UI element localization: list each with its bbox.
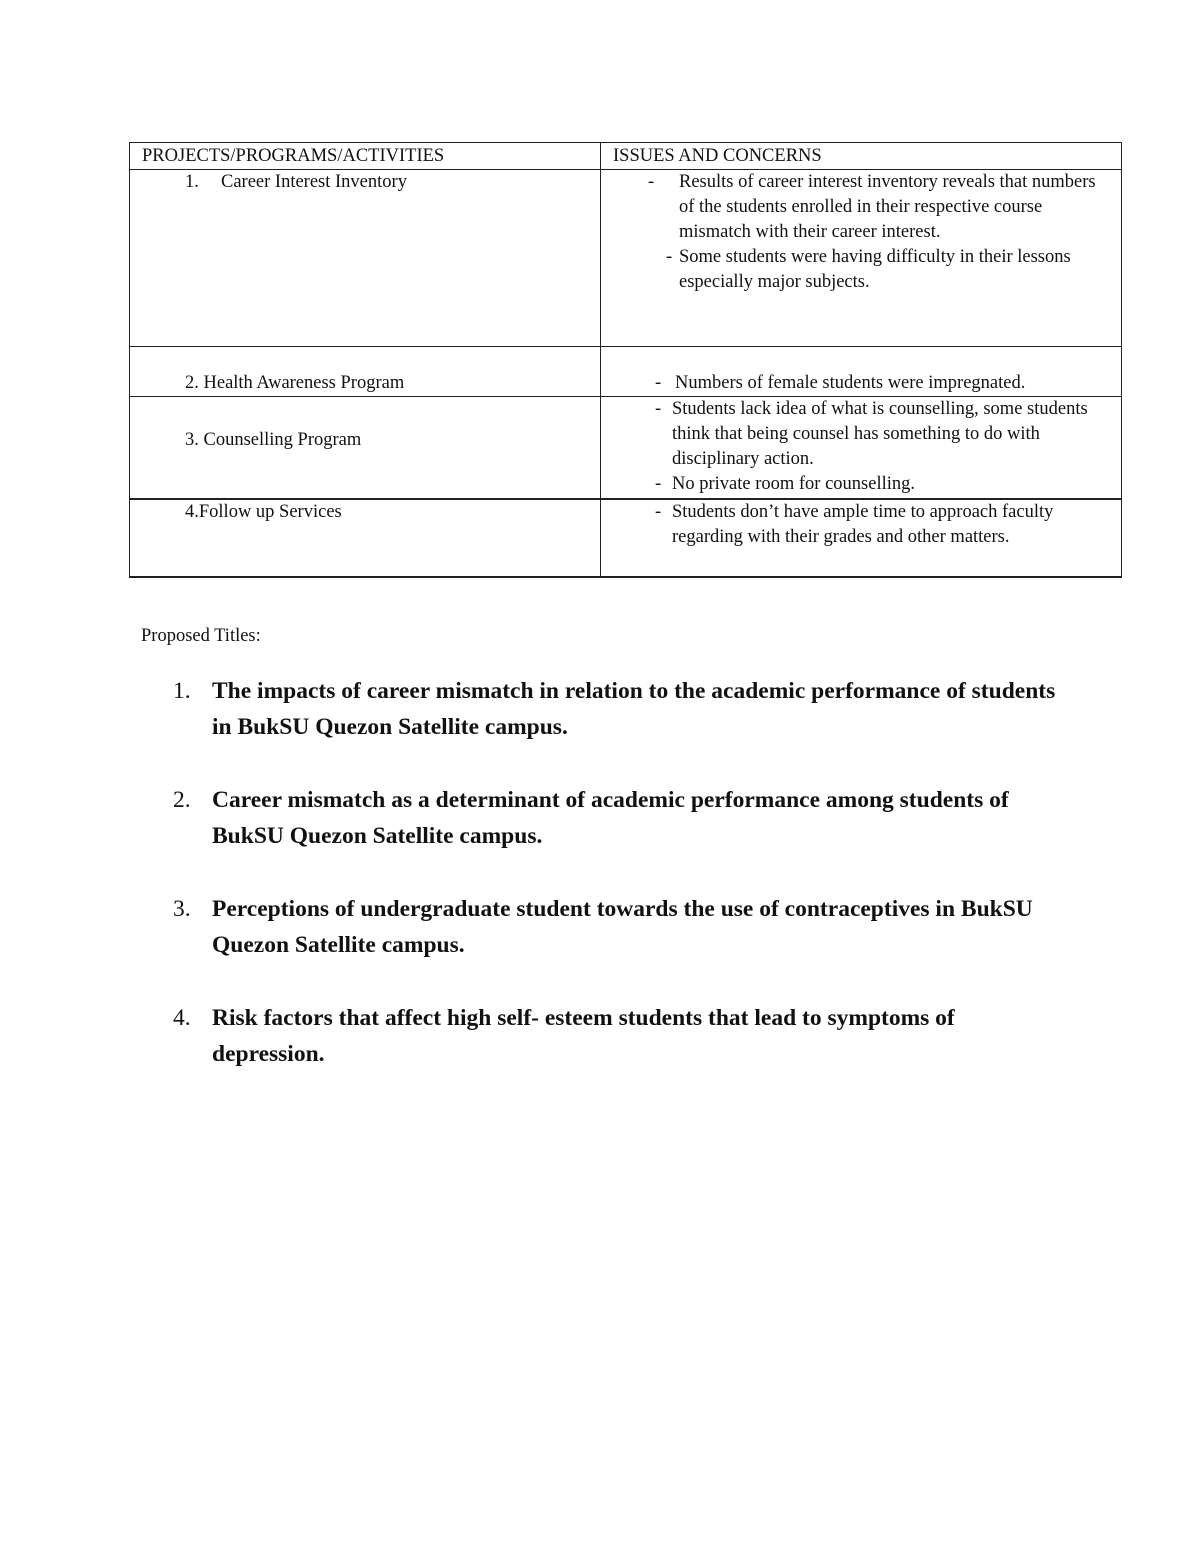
- issues-list: [611, 371, 1111, 396]
- dash-bullet: -: [655, 399, 662, 419]
- list-item: [611, 397, 1111, 472]
- list-item: [173, 1000, 1073, 1072]
- dash-bullet: -: [655, 474, 662, 494]
- issues-list: [611, 170, 1111, 295]
- issues-cell: [601, 170, 1122, 347]
- issue-text: Students don’t have ample time to approach faculty regarding with their grades and other matters.: [672, 502, 1054, 547]
- title-text: Risk factors that affect high self- esteem students that lead to symptoms of depression.: [212, 1005, 955, 1067]
- list-item: [173, 673, 1073, 745]
- title-number: 4.: [173, 1005, 191, 1031]
- table-row: [130, 499, 1122, 577]
- title-text: Perceptions of undergraduate student towards the use of contraceptives in BukSU Quezon Satellite campus.: [212, 896, 1033, 958]
- program-cell: [130, 499, 601, 577]
- issue-text: Numbers of female students were impregnated.: [675, 373, 1026, 393]
- issue-text: No private room for counselling.: [672, 474, 916, 494]
- table-row: [130, 347, 1122, 397]
- projects-issues-table: [129, 142, 1122, 578]
- program-cell: [130, 170, 601, 347]
- title-number: 2.: [173, 787, 191, 813]
- issue-text: Some students were having difficulty in their lessons especially major subjects.: [679, 247, 1071, 292]
- program-number: 3.: [185, 430, 199, 450]
- header-projects: PROJECTS/PROGRAMS/ACTIVITIES: [130, 143, 601, 170]
- table-row: [130, 170, 1122, 347]
- issue-text: Students lack idea of what is counselling, some students think that being counsel has something to do with disciplinary action.: [672, 399, 1088, 469]
- issues-list: [611, 500, 1111, 550]
- list-item: [611, 245, 1111, 295]
- dash-bullet: -: [648, 172, 655, 192]
- program-name: Follow up Services: [198, 502, 342, 522]
- list-item: [611, 500, 1111, 550]
- header-issues: ISSUES AND CONCERNS: [601, 143, 1122, 170]
- proposed-titles-label: Proposed Titles:: [141, 626, 261, 646]
- proposed-titles-list: [173, 673, 1073, 1109]
- list-item: [173, 891, 1073, 963]
- program-number: 4.: [185, 502, 199, 522]
- issue-text: Results of career interest inventory reveals that numbers of the students enrolled in their respective course mismatch with their career interest.: [679, 172, 1096, 242]
- issues-cell: [601, 499, 1122, 577]
- program-cell: [130, 397, 601, 500]
- issues-list: [611, 397, 1111, 497]
- issues-cell: [601, 397, 1122, 500]
- dash-bullet: -: [655, 373, 662, 393]
- issues-cell: [601, 347, 1122, 397]
- title-number: 3.: [173, 896, 191, 922]
- program-name: Counselling Program: [203, 430, 362, 450]
- table-header-row: [130, 143, 1122, 170]
- list-item: [611, 472, 1111, 497]
- program-number: 1.: [185, 172, 199, 192]
- program-cell: [130, 347, 601, 397]
- dash-bullet: -: [666, 247, 673, 267]
- title-number: 1.: [173, 678, 191, 704]
- list-item: [173, 782, 1073, 854]
- list-item: [611, 170, 1111, 245]
- title-text: Career mismatch as a determinant of academic performance among students of BukSU Quezon Satellite campus.: [212, 787, 1009, 849]
- program-name: Career Interest Inventory: [221, 172, 407, 192]
- program-name: Health Awareness Program: [203, 373, 405, 393]
- table-row: [130, 397, 1122, 500]
- dash-bullet: -: [655, 502, 662, 522]
- title-text: The impacts of career mismatch in relation to the academic performance of students in BukSU Quezon Satellite campus.: [212, 678, 1056, 740]
- program-number: 2.: [185, 373, 199, 393]
- list-item: [611, 371, 1111, 396]
